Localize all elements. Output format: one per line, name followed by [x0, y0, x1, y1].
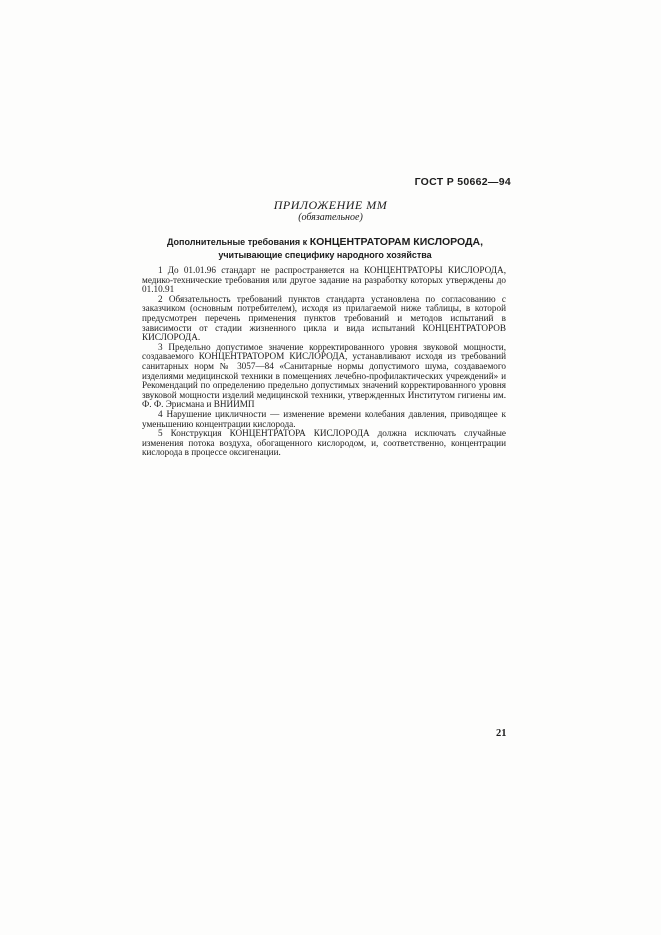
- section-heading-line-2: учитывающие специфику народного хозяйства: [218, 250, 432, 260]
- document-code: ГОСТ Р 50662—94: [414, 176, 511, 188]
- paragraph-4: 4 Нарушение цикличности — изменение времени колебания давления, приводящее к уменьшению концентрации кислорода.: [142, 408, 506, 429]
- heading-prefix: Дополнительные требования к: [166, 237, 310, 247]
- heading-caps: КОНЦЕНТРАТОРАМ КИСЛОРОДА,: [309, 236, 483, 248]
- section-heading-line-1: [150, 236, 500, 249]
- appendix-status: (обязательное): [298, 212, 363, 223]
- paragraph-2: 2 Обязательность требований пунктов стандарта установлена по согласованию с заказчиком (основным потребителем), исходя из прилагаемой ниже таблицы, в которой предусмотрен перечень применения пунктов требований и методов испытаний в зависимости от стадии жизненного цикла и вида испытаний КОНЦЕНТРАТОРОВ КИСЛОРОДА.: [142, 293, 506, 343]
- paragraph-3: 3 Предельно допустимое значение корректированного уровня звуковой мощности, создаваемого КОНЦЕНТРАТОРОМ КИСЛОРОДА, устанавливают исходя из требований санитарных норм № 3057—84 «Санитарные нормы допустимого шума, создаваемого изделиями медицинской техники в помещениях лечебно-профилактических учреждений» и Рекомендаций по определению предельно допустимых значений корректированного уровня звуковой мощности изделий медицинской техники, утвержденных Институтом гигиены им. Ф. Ф. Эрисмана и ВНИИМП: [142, 341, 506, 410]
- body-text: [142, 266, 506, 458]
- paragraph-1: 1 До 01.01.96 стандарт не распространяется на КОНЦЕНТРАТОРЫ КИСЛОРОДА, медико-технические требования или другое задание на разработку которых утверждены до 01.10.91: [142, 265, 506, 295]
- page-number: 21: [496, 728, 507, 739]
- section-heading: [150, 236, 500, 262]
- paragraph-5: 5 Конструкция КОНЦЕНТРАТОРА КИСЛОРОДА должна исключать случайные изменения потока воздуха, обогащенного кислородом, и, соответственно, концентрации кислорода в процессе оксигенации.: [142, 428, 506, 458]
- appendix-title: ПРИЛОЖЕНИЕ ММ: [273, 198, 388, 212]
